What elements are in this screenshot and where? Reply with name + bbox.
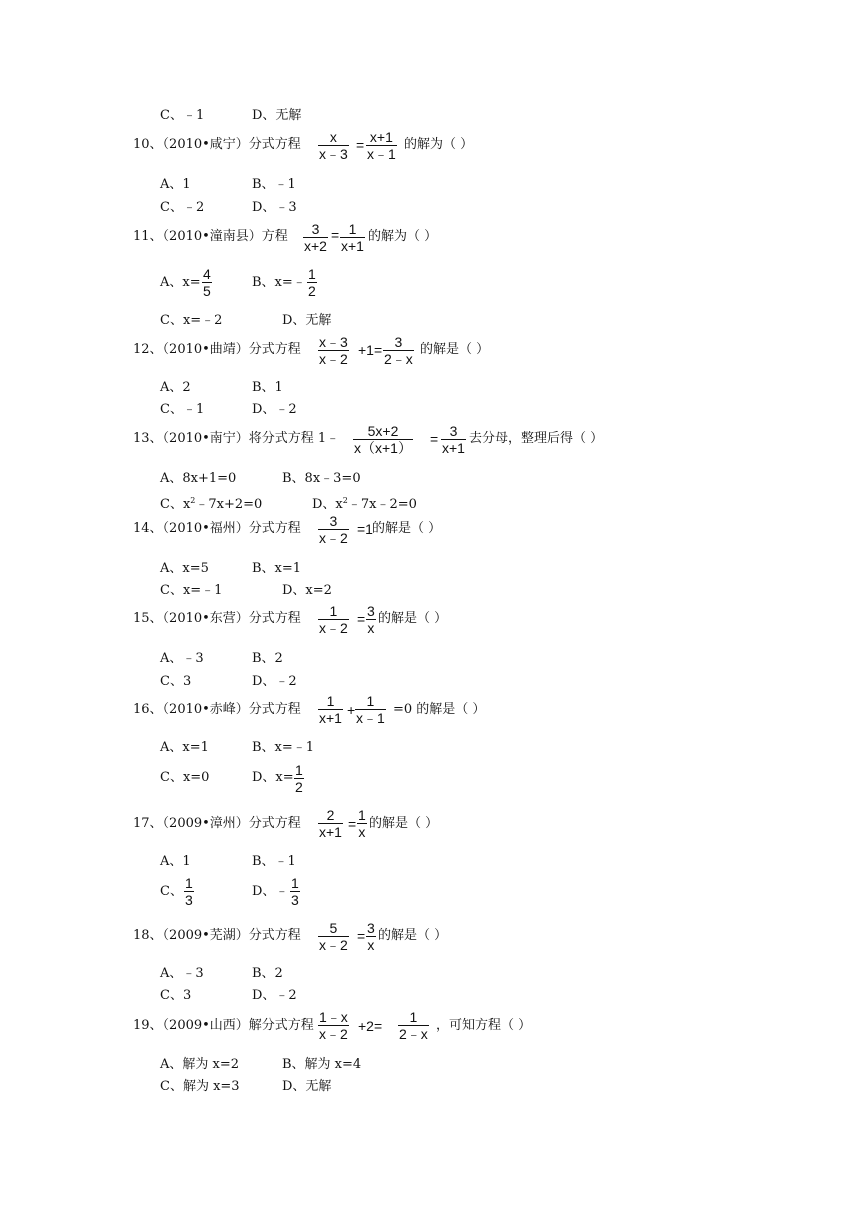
q10-suffix: 的解为（ ） <box>404 137 474 152</box>
q11-optA-numerator: 4 <box>203 266 211 282</box>
q13-option-a: A、8x+1=0 <box>160 471 237 486</box>
q17-option-d-prefix: D、﹣ <box>252 884 289 899</box>
q13-fraction-1 <box>353 423 413 456</box>
q18-fraction-2 <box>366 920 376 953</box>
q13-optD-exponent: 2 <box>342 496 348 505</box>
q17-frac1-numerator: 2 <box>326 807 335 823</box>
q14-equals-one: =1 <box>357 521 373 537</box>
q12-option-d: D、﹣2 <box>252 402 297 417</box>
q12-option-b: B、1 <box>252 380 283 395</box>
q13-optC-base: C、x <box>160 497 191 512</box>
q16-frac2-numerator: 1 <box>366 693 375 709</box>
q13-option-b: B、8x﹣3=0 <box>282 471 361 486</box>
q16-option-b: B、x=﹣1 <box>252 740 315 755</box>
q14-option-b: B、x=1 <box>252 561 302 576</box>
q10-frac1-denominator: x﹣3 <box>319 146 348 162</box>
q13-frac2-numerator: 3 <box>449 423 458 439</box>
q12-option-a: A、2 <box>160 380 191 395</box>
q15-prefix: 15、（2010•东营）分式方程 <box>133 611 301 626</box>
q16-optD-denominator: 2 <box>295 779 303 795</box>
q13-fraction-2 <box>441 423 466 456</box>
q11-frac2-numerator: 1 <box>348 221 357 237</box>
q19-option-a: A、解为 x=2 <box>160 1057 240 1072</box>
q14-frac1-denominator: x﹣2 <box>319 530 348 546</box>
q15-frac1-denominator: x﹣2 <box>319 620 348 636</box>
q17-suffix: 的解是（ ） <box>369 816 439 831</box>
q15-option-c: C、3 <box>160 674 192 689</box>
q19-plus-two-equals: +2= <box>358 1018 383 1034</box>
q18-prefix: 18、（2009•芜湖）分式方程 <box>133 928 301 943</box>
q13-suffix: 去分母，整理后得（ ） <box>469 431 604 446</box>
q15-option-a: A、﹣3 <box>160 651 204 666</box>
q18-frac1-denominator: x﹣2 <box>319 937 348 953</box>
q18-option-c: C、3 <box>160 988 192 1003</box>
q11-option-c: C、x=﹣2 <box>160 313 223 328</box>
q10-equals: = <box>356 137 365 153</box>
q16-prefix: 16、（2010•赤峰）分式方程 <box>133 702 301 717</box>
q14-frac1-numerator: 3 <box>329 513 338 529</box>
q11-option-a-prefix: A、x= <box>160 275 201 290</box>
q11-optB-denominator: 2 <box>308 283 316 299</box>
q12-frac1-numerator: x﹣3 <box>319 334 348 350</box>
q10-fraction-1 <box>318 129 349 162</box>
q12-frac1-denominator: x﹣2 <box>319 351 348 367</box>
q17-option-b: B、﹣1 <box>252 854 296 869</box>
q15-option-d: D、﹣2 <box>252 674 297 689</box>
q13-optD-base: D、x <box>312 497 343 512</box>
q13-option-c <box>160 493 262 513</box>
q13-option-d <box>312 493 417 513</box>
q18-option-a: A、﹣3 <box>160 966 204 981</box>
q18-frac1-numerator: 5 <box>329 920 338 936</box>
q10-frac2-denominator: x﹣1 <box>367 146 396 162</box>
q18-frac2-numerator: 3 <box>367 920 375 936</box>
q15-frac2-denominator: x <box>367 620 375 636</box>
q19-fraction-1 <box>318 1009 349 1042</box>
q19-option-b: B、解为 x=4 <box>282 1057 362 1072</box>
q17-fraction-1 <box>318 807 343 840</box>
q14-option-c: C、x=﹣1 <box>160 583 223 598</box>
q10-frac1-numerator: x <box>329 129 337 145</box>
q13-equals: = <box>430 431 439 447</box>
q13-optC-rest: ﹣7x+2=0 <box>195 497 263 512</box>
q18-suffix: 的解是（ ） <box>378 928 448 943</box>
q10-fraction-2 <box>366 129 397 162</box>
q10-option-d: D、﹣3 <box>252 200 297 215</box>
q17-fraction-2 <box>357 807 367 840</box>
q16-frac1-denominator: x+1 <box>319 710 342 726</box>
q15-fraction-2 <box>366 603 376 636</box>
q10-prefix: 10、（2010•咸宁）分式方程 <box>133 137 301 152</box>
q17-prefix: 17、（2009•漳州）分式方程 <box>133 816 301 831</box>
q16-plus: + <box>347 702 356 718</box>
q19-prefix: 19、（2009•山西）解分式方程 <box>133 1018 314 1033</box>
q15-frac1-numerator: 1 <box>329 603 338 619</box>
q17-option-c-prefix: C、 <box>160 884 183 899</box>
q13-optD-rest: ﹣7x﹣2=0 <box>347 497 417 512</box>
q11-fraction-2 <box>340 221 365 254</box>
q15-frac2-numerator: 3 <box>367 603 375 619</box>
q15-fraction-1 <box>318 603 349 636</box>
q12-prefix: 12、（2010•曲靖）分式方程 <box>133 342 301 357</box>
q17-option-a: A、1 <box>160 854 191 869</box>
q9-option-c: C、﹣1 <box>160 108 205 123</box>
q17-frac2-numerator: 1 <box>358 807 366 823</box>
q11-optB-numerator: 1 <box>308 266 316 282</box>
q19-frac1-denominator: x﹣2 <box>319 1026 348 1042</box>
q19-frac1-numerator: 1﹣x <box>319 1009 348 1025</box>
q16-option-a: A、x=1 <box>160 740 209 755</box>
q16-frac1-numerator: 1 <box>326 693 335 709</box>
q9-option-d: D、无解 <box>252 108 302 123</box>
q16-optD-numerator: 1 <box>295 762 303 778</box>
q13-frac1-denominator: x（x+1） <box>354 440 412 456</box>
q11-frac1-denominator: x+2 <box>304 238 327 254</box>
q11-optA-denominator: 5 <box>203 283 211 299</box>
q13-prefix: 13、（2010•南宁）将分式方程 1﹣ <box>133 431 340 446</box>
q16-suffix: =0 的解是（ ） <box>393 702 486 717</box>
q19-option-c: C、解为 x=3 <box>160 1079 240 1094</box>
q18-option-b: B、2 <box>252 966 283 981</box>
q17-frac1-denominator: x+1 <box>319 824 342 840</box>
q11-prefix: 11、（2010•潼南县）方程 <box>133 229 288 244</box>
q16-option-d-prefix: D、x= <box>252 770 294 785</box>
q17-option-d-fraction <box>290 875 300 908</box>
q12-fraction-1 <box>318 334 349 367</box>
q12-plus-one-equals: +1= <box>358 342 383 358</box>
q16-frac2-denominator: x﹣1 <box>356 710 385 726</box>
q12-frac2-denominator: 2﹣x <box>384 351 413 367</box>
q19-suffix: ，可知方程（ ） <box>436 1018 532 1033</box>
q18-equals: = <box>357 928 366 944</box>
q13-frac1-numerator: 5x+2 <box>367 423 399 439</box>
q17-optD-denominator: 3 <box>291 892 299 908</box>
q19-frac2-numerator: 1 <box>409 1009 418 1025</box>
q14-fraction-1 <box>318 513 349 546</box>
q11-fraction-1 <box>303 221 328 254</box>
q18-frac2-denominator: x <box>367 937 375 953</box>
q11-option-d: D、无解 <box>282 313 332 328</box>
q11-option-b-prefix: B、x=﹣ <box>252 275 306 290</box>
q15-equals: = <box>357 611 366 627</box>
q12-suffix: 的解是（ ） <box>420 342 490 357</box>
q11-option-b-fraction <box>307 266 317 299</box>
q17-option-c-fraction <box>184 875 194 908</box>
q14-option-a: A、x=5 <box>160 561 209 576</box>
q17-optC-denominator: 3 <box>185 892 193 908</box>
q14-option-d: D、x=2 <box>282 583 332 598</box>
q10-option-b: B、﹣1 <box>252 177 296 192</box>
q11-suffix: 的解为（ ） <box>368 229 438 244</box>
q19-fraction-2 <box>398 1009 429 1042</box>
q15-suffix: 的解是（ ） <box>378 611 448 626</box>
q19-option-d: D、无解 <box>282 1079 332 1094</box>
q17-optC-numerator: 1 <box>185 875 193 891</box>
q14-prefix: 14、（2010•福州）分式方程 <box>133 521 301 536</box>
q17-frac2-denominator: x <box>358 824 366 840</box>
q17-equals: = <box>348 816 357 832</box>
q10-option-c: C、﹣2 <box>160 200 205 215</box>
q19-frac2-denominator: 2﹣x <box>399 1026 428 1042</box>
q11-frac2-denominator: x+1 <box>341 238 364 254</box>
q13-frac2-denominator: x+1 <box>442 440 465 456</box>
q16-fraction-2 <box>355 693 386 726</box>
q15-option-b: B、2 <box>252 651 283 666</box>
q14-suffix: 的解是（ ） <box>372 521 442 536</box>
q11-option-a-fraction <box>202 266 212 299</box>
q18-fraction-1 <box>318 920 349 953</box>
q12-fraction-2 <box>383 334 414 367</box>
q18-option-d: D、﹣2 <box>252 988 297 1003</box>
q11-equals: = <box>331 227 340 243</box>
q16-option-d-fraction <box>294 762 304 795</box>
q16-fraction-1 <box>318 693 343 726</box>
q12-frac2-numerator: 3 <box>394 334 403 350</box>
q13-optC-exponent: 2 <box>190 496 196 505</box>
q12-option-c: C、﹣1 <box>160 402 205 417</box>
q11-frac1-numerator: 3 <box>311 221 320 237</box>
q10-frac2-numerator: x+1 <box>369 129 393 145</box>
q17-optD-numerator: 1 <box>291 875 299 891</box>
q16-option-c: C、x=0 <box>160 770 210 785</box>
q10-option-a: A、1 <box>160 177 191 192</box>
